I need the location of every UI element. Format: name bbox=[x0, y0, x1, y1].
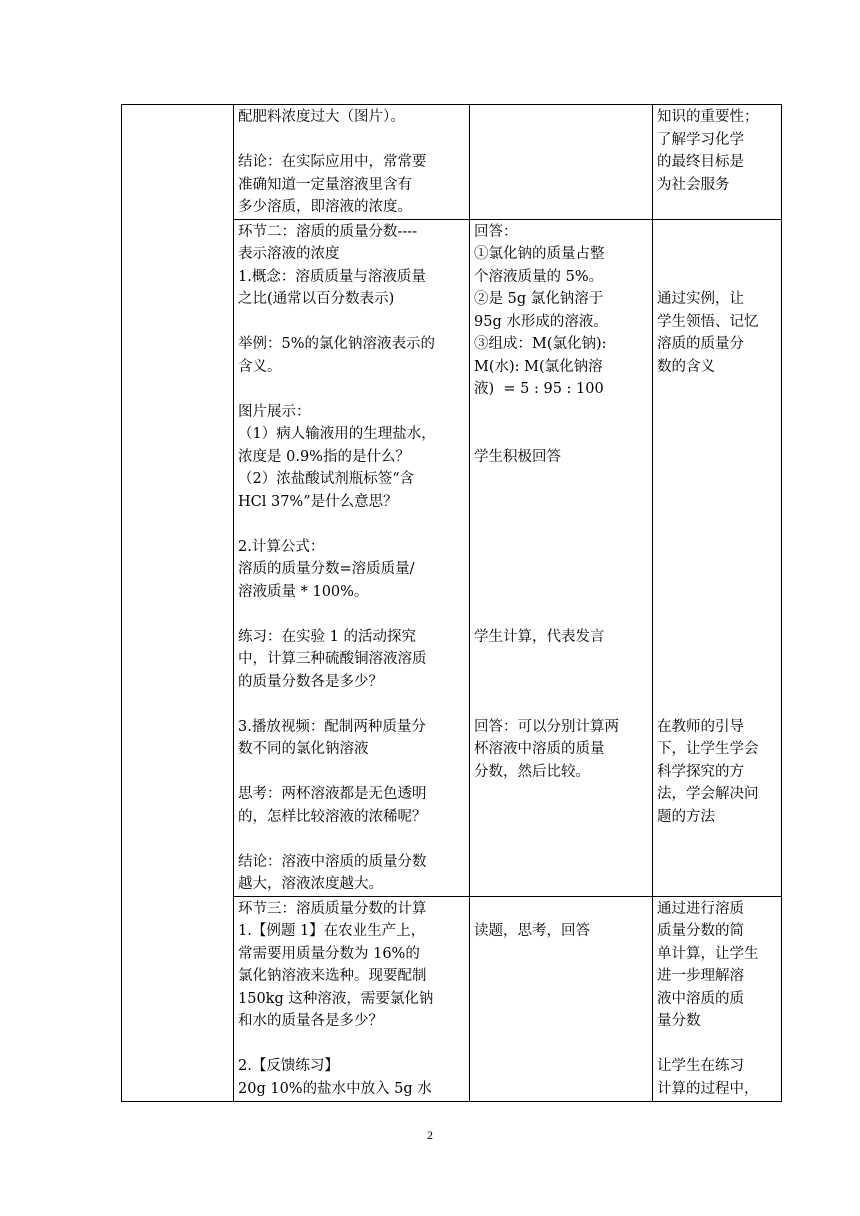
cell-text-line: 中，计算三种硫酸铜溶液溶质 bbox=[238, 651, 427, 667]
cell-text-line bbox=[657, 468, 778, 491]
cell-text-line: 准确知道一定量溶液里含有 bbox=[238, 176, 412, 193]
cell-text-line: 氯化钠溶液来选种。现要配制 bbox=[238, 968, 427, 984]
cell-text-line bbox=[238, 378, 466, 401]
cell-text-line: 知识的重要性； bbox=[657, 109, 759, 125]
cell-text-line: 2.计算公式： bbox=[238, 538, 325, 555]
cell-text-line: 的最终目标是 bbox=[657, 154, 744, 170]
cell-text-line bbox=[474, 423, 649, 446]
cell-text-line: 多少溶质，即溶液的浓度。 bbox=[238, 199, 412, 215]
cell-text-line bbox=[657, 491, 778, 514]
cell-text-line: 表示溶液的浓度 bbox=[238, 246, 340, 262]
cell-text-line bbox=[657, 1033, 778, 1056]
student-activity-cell bbox=[470, 896, 653, 1101]
cell-text-line bbox=[657, 536, 778, 559]
cell-text-line: 进一步理解溶 bbox=[657, 968, 744, 984]
cell-text-line bbox=[657, 581, 778, 604]
cell-text-line: 数不同的氯化钠溶液 bbox=[238, 741, 369, 757]
cell-text-line: 举例：5%的氯化钠溶液表示的 bbox=[238, 336, 436, 352]
cell-text-line: HCl 37%”是什么意思？ bbox=[238, 493, 398, 510]
cell-text-line: 结论：在实际应用中，常常要 bbox=[238, 154, 427, 170]
cell-text-line: 杯溶液中溶质的质量 bbox=[474, 741, 605, 757]
cell-text-line: 为社会服务 bbox=[657, 176, 730, 193]
cell-text-line: 的质量分数各是多少？ bbox=[238, 673, 383, 690]
cell-text-line bbox=[657, 626, 778, 649]
cell-text-line: 通过进行溶质 bbox=[657, 900, 744, 917]
cell-text-line bbox=[238, 603, 466, 626]
cell-text-line: 数的含义 bbox=[657, 358, 715, 375]
cell-text-line bbox=[474, 581, 649, 604]
cell-text-line: 分数，然后比较。 bbox=[474, 763, 590, 780]
cell-text-line bbox=[657, 446, 778, 469]
cell-text-line bbox=[474, 671, 649, 694]
cell-text-line: 1.概念：溶质质量与溶液质量 bbox=[238, 268, 426, 285]
lesson-plan-table bbox=[121, 104, 782, 1102]
cell-text-line bbox=[657, 266, 778, 289]
cell-text-line: 95g 水形成的溶液。 bbox=[474, 313, 608, 330]
cell-text-line bbox=[657, 243, 778, 266]
cell-text-line: 配肥料浓度过大（图片）。 bbox=[238, 109, 405, 125]
cell-text-line: 了解学习化学 bbox=[657, 131, 744, 148]
cell-text-line bbox=[657, 693, 778, 716]
cell-text-line bbox=[474, 401, 649, 424]
cell-text-line: 学生积极回答 bbox=[474, 448, 561, 465]
cell-text-line: 质量分数的简 bbox=[657, 923, 744, 939]
cell-text-line: 读题，思考，回答 bbox=[474, 923, 590, 939]
cell-text-line: 溶液质量 * 100%。 bbox=[238, 583, 369, 600]
cell-text-line: 1.【例题 1】在农业生产上， bbox=[238, 923, 426, 939]
cell-text-line bbox=[238, 129, 466, 152]
cell-text-line bbox=[474, 513, 649, 536]
cell-text-line bbox=[238, 693, 466, 716]
page-number: 2 bbox=[427, 1128, 433, 1142]
cell-text-line: 液中溶质的质 bbox=[657, 990, 744, 1007]
cell-text-line: 液) = 5 : 95 : 100 bbox=[474, 381, 604, 397]
cell-text-line bbox=[657, 648, 778, 671]
cell-text-line: 20g 10%的盐水中放入 5g 水 bbox=[238, 1080, 432, 1097]
cell-text-line bbox=[474, 491, 649, 514]
cell-text-line: 之比(通常以百分数表示) bbox=[238, 291, 395, 307]
cell-text-line bbox=[657, 221, 778, 244]
table-row bbox=[122, 105, 782, 220]
cell-text-line: 3.播放视频：配制两种质量分 bbox=[238, 718, 426, 735]
cell-text-line: 回答：可以分别计算两 bbox=[474, 718, 619, 735]
cell-text-line: 溶质的质量分 bbox=[657, 336, 744, 352]
cell-text-line bbox=[238, 513, 466, 536]
cell-text-line: 单计算，让学生 bbox=[657, 945, 759, 962]
student-activity-cell bbox=[470, 105, 653, 220]
student-activity-cell bbox=[470, 219, 653, 896]
cell-text-line: 在教师的引导 bbox=[657, 718, 744, 735]
cell-text-line bbox=[238, 1033, 466, 1056]
cell-text-line bbox=[474, 898, 649, 921]
cell-text-line: 图片展示： bbox=[238, 403, 311, 420]
cell-text-line: 含义。 bbox=[238, 358, 282, 375]
cell-text-line bbox=[474, 558, 649, 581]
cell-text-line: 让学生在练习 bbox=[657, 1058, 744, 1074]
cell-text-line: ①氯化钠的质量占整 bbox=[474, 246, 605, 262]
teacher-activity-cell bbox=[234, 105, 470, 220]
cell-text-line: 2.【反馈练习】 bbox=[238, 1058, 339, 1074]
cell-text-line: 回答： bbox=[474, 223, 518, 240]
teacher-activity-cell bbox=[234, 219, 470, 896]
cell-text-line: ③组成：M(氯化钠): bbox=[474, 336, 607, 352]
cell-text-line: 溶质的质量分数=溶质质量/ bbox=[238, 561, 415, 577]
cell-text-line: 通过实例，让 bbox=[657, 291, 744, 307]
cell-text-line bbox=[474, 536, 649, 559]
cell-text-line bbox=[474, 648, 649, 671]
cell-text-line: 150kg 这种溶液，需要氯化钠 bbox=[238, 990, 434, 1007]
design-intent-cell bbox=[653, 896, 782, 1101]
cell-text-line: 思考：两杯溶液都是无色透明 bbox=[238, 786, 427, 802]
cell-text-line bbox=[474, 603, 649, 626]
cell-text-line: 环节二：溶质的质量分数---- bbox=[238, 223, 418, 240]
cell-text-line: 常需要用质量分数为 16%的 bbox=[238, 945, 420, 962]
cell-text-line: 环节三：溶质质量分数的计算 bbox=[238, 900, 427, 917]
cell-text-line: 量分数 bbox=[657, 1013, 701, 1029]
cell-text-line bbox=[657, 513, 778, 536]
cell-text-line: 练习：在实验 1 的活动探究 bbox=[238, 628, 416, 645]
cell-text-line: 越大，溶液浓度越大。 bbox=[238, 876, 383, 892]
cell-text-line bbox=[657, 378, 778, 401]
cell-text-line: 科学探究的方 bbox=[657, 763, 744, 780]
design-intent-cell bbox=[653, 105, 782, 220]
cell-text-line: 个溶液质量的 5%。 bbox=[474, 268, 604, 285]
design-intent-cell bbox=[653, 219, 782, 896]
cell-text-line: 和水的质量各是多少？ bbox=[238, 1013, 383, 1029]
cell-text-line bbox=[238, 311, 466, 334]
cell-text-line: 计算的过程中， bbox=[657, 1080, 759, 1097]
stage-column-cell bbox=[122, 105, 234, 1102]
cell-text-line: 浓度是 0.9%指的是什么？ bbox=[238, 448, 410, 465]
cell-text-line: 的，怎样比较溶液的浓稀呢？ bbox=[238, 808, 427, 825]
cell-text-line: 结论：溶液中溶质的质量分数 bbox=[238, 853, 427, 870]
cell-text-line bbox=[238, 761, 466, 784]
cell-text-line: ②是 5g 氯化钠溶于 bbox=[474, 291, 604, 307]
cell-text-line bbox=[474, 693, 649, 716]
cell-text-line: 题的方法 bbox=[657, 808, 715, 825]
cell-text-line bbox=[657, 401, 778, 424]
cell-text-line: 学生计算，代表发言 bbox=[474, 628, 605, 645]
cell-text-line: （1）病人输液用的生理盐水， bbox=[238, 426, 436, 442]
cell-text-line bbox=[657, 423, 778, 446]
cell-text-line: 学生领悟、记忆 bbox=[657, 313, 759, 330]
cell-text-line bbox=[657, 558, 778, 581]
cell-text-line: 下，让学生学会 bbox=[657, 741, 759, 757]
cell-text-line: 法，学会解决问 bbox=[657, 786, 759, 802]
teacher-activity-cell bbox=[234, 896, 470, 1101]
cell-text-line bbox=[238, 828, 466, 851]
cell-text-line bbox=[657, 603, 778, 626]
cell-text-line bbox=[657, 671, 778, 694]
cell-text-line bbox=[474, 468, 649, 491]
cell-text-line: M(水): M(氯化钠溶 bbox=[474, 358, 603, 375]
cell-text-line: （2）浓盐酸试剂瓶标签“含 bbox=[238, 471, 415, 487]
